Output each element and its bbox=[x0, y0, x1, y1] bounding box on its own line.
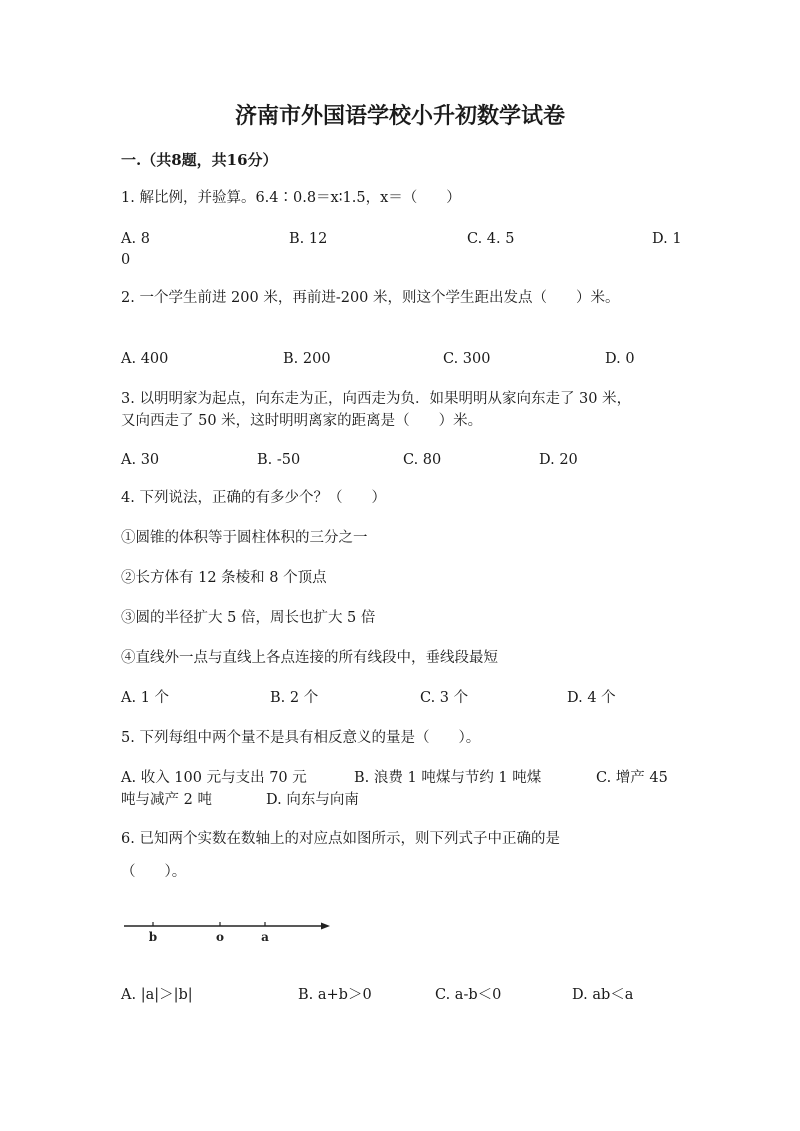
q1-option-d-wrap: 0 bbox=[121, 252, 131, 268]
axis-label-b: b bbox=[148, 930, 158, 944]
axis-label-a: a bbox=[261, 930, 269, 944]
q3-stem-line1: 3. 以明明家为起点，向东走为正，向西走为负．如果明明从家向东走了 30 米， bbox=[121, 391, 632, 407]
q3-option-a: A. 30 bbox=[121, 452, 160, 468]
q5-option-b: B. 浪费 1 吨煤与节约 1 吨煤 bbox=[354, 770, 542, 786]
q4-option-d: D. 4 个 bbox=[567, 690, 616, 706]
q6-stem-line2: （ ）。 bbox=[121, 864, 187, 880]
q1-option-c: C. 4. 5 bbox=[467, 231, 515, 247]
q5-option-c: C. 增产 45 bbox=[596, 770, 668, 786]
q4-statement-2: ②长方体有 12 条棱和 8 个顶点 bbox=[121, 570, 327, 586]
q2-option-d: D. 0 bbox=[605, 351, 635, 367]
q4-option-b: B. 2 个 bbox=[270, 690, 319, 706]
q4-option-c: C. 3 个 bbox=[420, 690, 469, 706]
q2-option-c: C. 300 bbox=[443, 351, 491, 367]
number-line-figure bbox=[118, 912, 338, 948]
q6-option-a: A. |a|＞|b| bbox=[121, 987, 193, 1003]
q1-stem: 1. 解比例，并验算。6.4∶0.8＝x∶1.5，x＝（ ） bbox=[121, 190, 461, 206]
q4-statement-1: ①圆锥的体积等于圆柱体积的三分之一 bbox=[121, 530, 368, 546]
q4-stem: 4. 下列说法，正确的有多少个？（ ） bbox=[121, 490, 386, 506]
axis-label-o: o bbox=[215, 930, 225, 944]
q3-option-b: B. -50 bbox=[257, 452, 301, 468]
q6-option-c: C. a-b＜0 bbox=[435, 987, 502, 1003]
q5-stem: 5. 下列每组中两个量不是具有相反意义的量是（ ）。 bbox=[121, 730, 481, 746]
number-line-arrow-icon bbox=[321, 923, 330, 930]
q1-option-d: D. 1 bbox=[652, 231, 682, 247]
q2-stem: 2. 一个学生前进 200 米，再前进-200 米，则这个学生距出发点（ ）米。 bbox=[121, 290, 620, 306]
q5-option-a: A. 收入 100 元与支出 70 元 bbox=[121, 770, 307, 786]
q3-option-d: D. 20 bbox=[539, 452, 578, 468]
q3-option-c: C. 80 bbox=[403, 452, 442, 468]
q2-option-b: B. 200 bbox=[283, 351, 331, 367]
q6-stem-line1: 6. 已知两个实数在数轴上的对应点如图所示，则下列式子中正确的是 bbox=[121, 831, 560, 847]
q3-stem-line2: 又向西走了 50 米，这时明明离家的距离是（ ）米。 bbox=[121, 413, 483, 429]
q1-option-a: A. 8 bbox=[121, 231, 150, 247]
q5-option-c-wrap: 吨与减产 2 吨 bbox=[121, 792, 212, 808]
q4-statement-3: ③圆的半径扩大 5 倍，周长也扩大 5 倍 bbox=[121, 610, 376, 626]
q6-option-b: B. a+b＞0 bbox=[298, 987, 372, 1003]
q5-option-d: D. 向东与向南 bbox=[266, 792, 359, 808]
q2-option-a: A. 400 bbox=[121, 351, 169, 367]
q4-option-a: A. 1 个 bbox=[121, 690, 170, 706]
page-title: 济南市外国语学校小升初数学试卷 bbox=[234, 103, 565, 129]
q6-option-d: D. ab＜a bbox=[572, 987, 634, 1003]
q4-statement-4: ④直线外一点与直线上各点连接的所有线段中，垂线段最短 bbox=[121, 650, 498, 666]
section-heading: 一.（共8题，共16分） bbox=[121, 151, 278, 169]
q1-option-b: B. 12 bbox=[289, 231, 328, 247]
